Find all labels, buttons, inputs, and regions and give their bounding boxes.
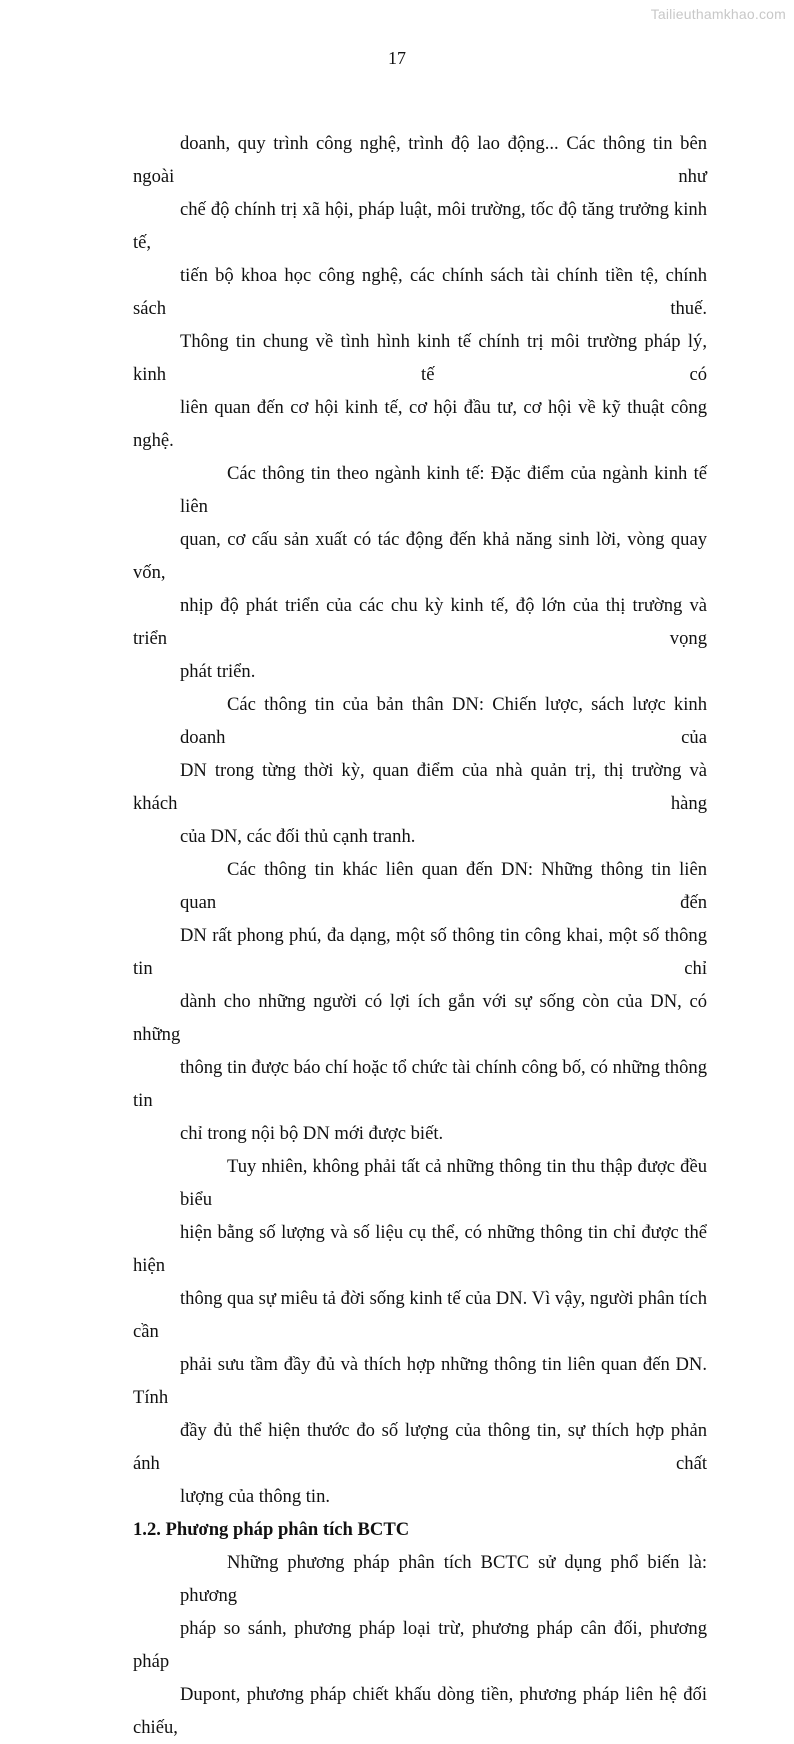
section-heading: 1.2. Phương pháp phân tích BCTC: [133, 1519, 410, 1540]
text-line: nhịp độ phát triển của các chu kỳ kinh tế, độ lớn của thị trường và triển vọng: [133, 595, 707, 649]
text-line: hiện bằng số lượng và số liệu cụ thể, có những thông tin chỉ được thể hiện: [133, 1222, 707, 1276]
text-line: Những phương pháp phân tích BCTC sử dụng phổ biến là: phương: [180, 1552, 707, 1606]
text-line: thông tin được báo chí hoặc tổ chức tài chính công bố, có những thông tin: [133, 1057, 707, 1111]
text-line: thông qua sự miêu tả đời sống kinh tế của DN. Vì vậy, người phân tích cần: [133, 1288, 707, 1342]
text-line: pháp so sánh, phương pháp loại trừ, phương pháp cân đối, phương pháp: [133, 1618, 707, 1672]
paragraph-other-info: [133, 853, 707, 1150]
page-number: 17: [388, 48, 406, 68]
paragraph-company-info: [133, 688, 707, 853]
text-line: doanh, quy trình công nghệ, trình độ lao động... Các thông tin bên ngoài như: [133, 133, 707, 187]
text-line: quan, cơ cấu sản xuất có tác động đến khả năng sinh lời, vòng quay vốn,: [133, 529, 707, 583]
text-line: chế độ chính trị xã hội, pháp luật, môi trường, tốc độ tăng trưởng kinh tế,: [133, 199, 707, 253]
text-line: phải sưu tầm đầy đủ và thích hợp những thông tin liên quan đến DN. Tính: [133, 1354, 707, 1408]
paragraph-external-info: [133, 127, 707, 457]
text-line: DN rất phong phú, đa dạng, một số thông tin công khai, một số thông tin chỉ: [133, 925, 707, 979]
paragraph-however: [133, 1150, 707, 1513]
text-line: của DN, các đối thủ cạnh tranh.: [180, 826, 416, 847]
text-line: lượng của thông tin.: [180, 1486, 331, 1507]
text-line: Tuy nhiên, không phải tất cả những thông tin thu thập được đều biểu: [180, 1156, 707, 1210]
paragraph-methods: [133, 1546, 707, 1744]
paragraph-industry-info: [133, 457, 707, 688]
text-line: phát triển.: [180, 661, 256, 682]
text-line: liên quan đến cơ hội kinh tế, cơ hội đầu tư, cơ hội về kỹ thuật công nghệ.: [133, 397, 707, 451]
text-line: Các thông tin theo ngành kinh tế: Đặc điểm của ngành kinh tế liên: [180, 463, 707, 517]
text-line: tiến bộ khoa học công nghệ, các chính sách tài chính tiền tệ, chính sách thuế.: [133, 265, 707, 319]
watermark: Tailieuthamkhao.com: [650, 6, 786, 22]
text-line: dành cho những người có lợi ích gắn với sự sống còn của DN, có những: [133, 991, 707, 1045]
document-body: [133, 127, 707, 1744]
text-line: DN trong từng thời kỳ, quan điểm của nhà quản trị, thị trường và khách hàng: [133, 760, 707, 814]
text-line: đầy đủ thể hiện thước đo số lượng của thông tin, sự thích hợp phản ánh chất: [133, 1420, 707, 1474]
text-line: Thông tin chung về tình hình kinh tế chính trị môi trường pháp lý, kinh tế có: [133, 331, 707, 385]
text-line: Các thông tin của bản thân DN: Chiến lược, sách lược kinh doanh của: [180, 694, 707, 748]
text-line: Các thông tin khác liên quan đến DN: Những thông tin liên quan đến: [180, 859, 707, 913]
text-line: Dupont, phương pháp chiết khấu dòng tiền, phương pháp liên hệ đối chiếu,: [133, 1684, 707, 1738]
text-line: chỉ trong nội bộ DN mới được biết.: [180, 1123, 444, 1144]
